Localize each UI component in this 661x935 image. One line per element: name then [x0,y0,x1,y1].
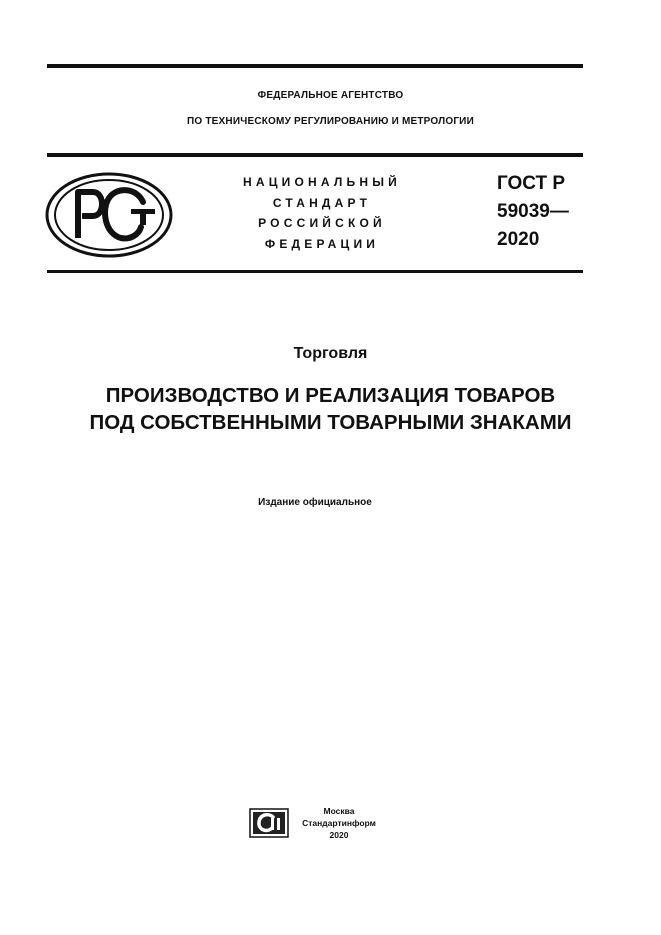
edition-note: Издание официальное [258,497,372,508]
standard-type-line4: ФЕДЕРАЦИИ [264,236,380,251]
publisher-city: Москва [323,806,355,816]
publisher-year: 2020 [329,830,349,840]
standard-type-line2: СТАНДАРТ [272,195,372,210]
top-rule [47,64,583,68]
header-rule [47,153,583,157]
publisher-name: Стандартинформ [302,818,376,828]
rst-certification-mark-icon [45,172,175,258]
agency-name-line1: ФЕДЕРАЛЬНОЕ АГЕНТСТВО [257,90,404,101]
standartinform-logo-icon [249,808,289,838]
title-line1: ПРОИЗВОДСТВО И РЕАЛИЗАЦИЯ ТОВАРОВ [105,384,556,407]
designation-line1: ГОСТ Р [497,173,566,194]
header-bottom-rule [47,270,583,273]
standard-designation [497,170,569,254]
title-line2: ПОД СОБСТВЕННЫМИ ТОВАРНЫМИ ЗНАКАМИ [89,411,572,434]
agency-name-line2: ПО ТЕХНИЧЕСКОМУ РЕГУЛИРОВАНИЮ И МЕТРОЛОГИИ [187,116,474,127]
designation-line3: 2020 [497,229,540,250]
document-category: Торговля [293,345,368,362]
standard-type [222,172,422,254]
standard-type-line3: РОССИЙСКОЙ [258,216,386,230]
designation-line2: 59039— [497,201,569,222]
standard-type-line1: НАЦИОНАЛЬНЫЙ [242,175,402,189]
document-title [0,382,661,436]
publisher-info [291,805,387,841]
